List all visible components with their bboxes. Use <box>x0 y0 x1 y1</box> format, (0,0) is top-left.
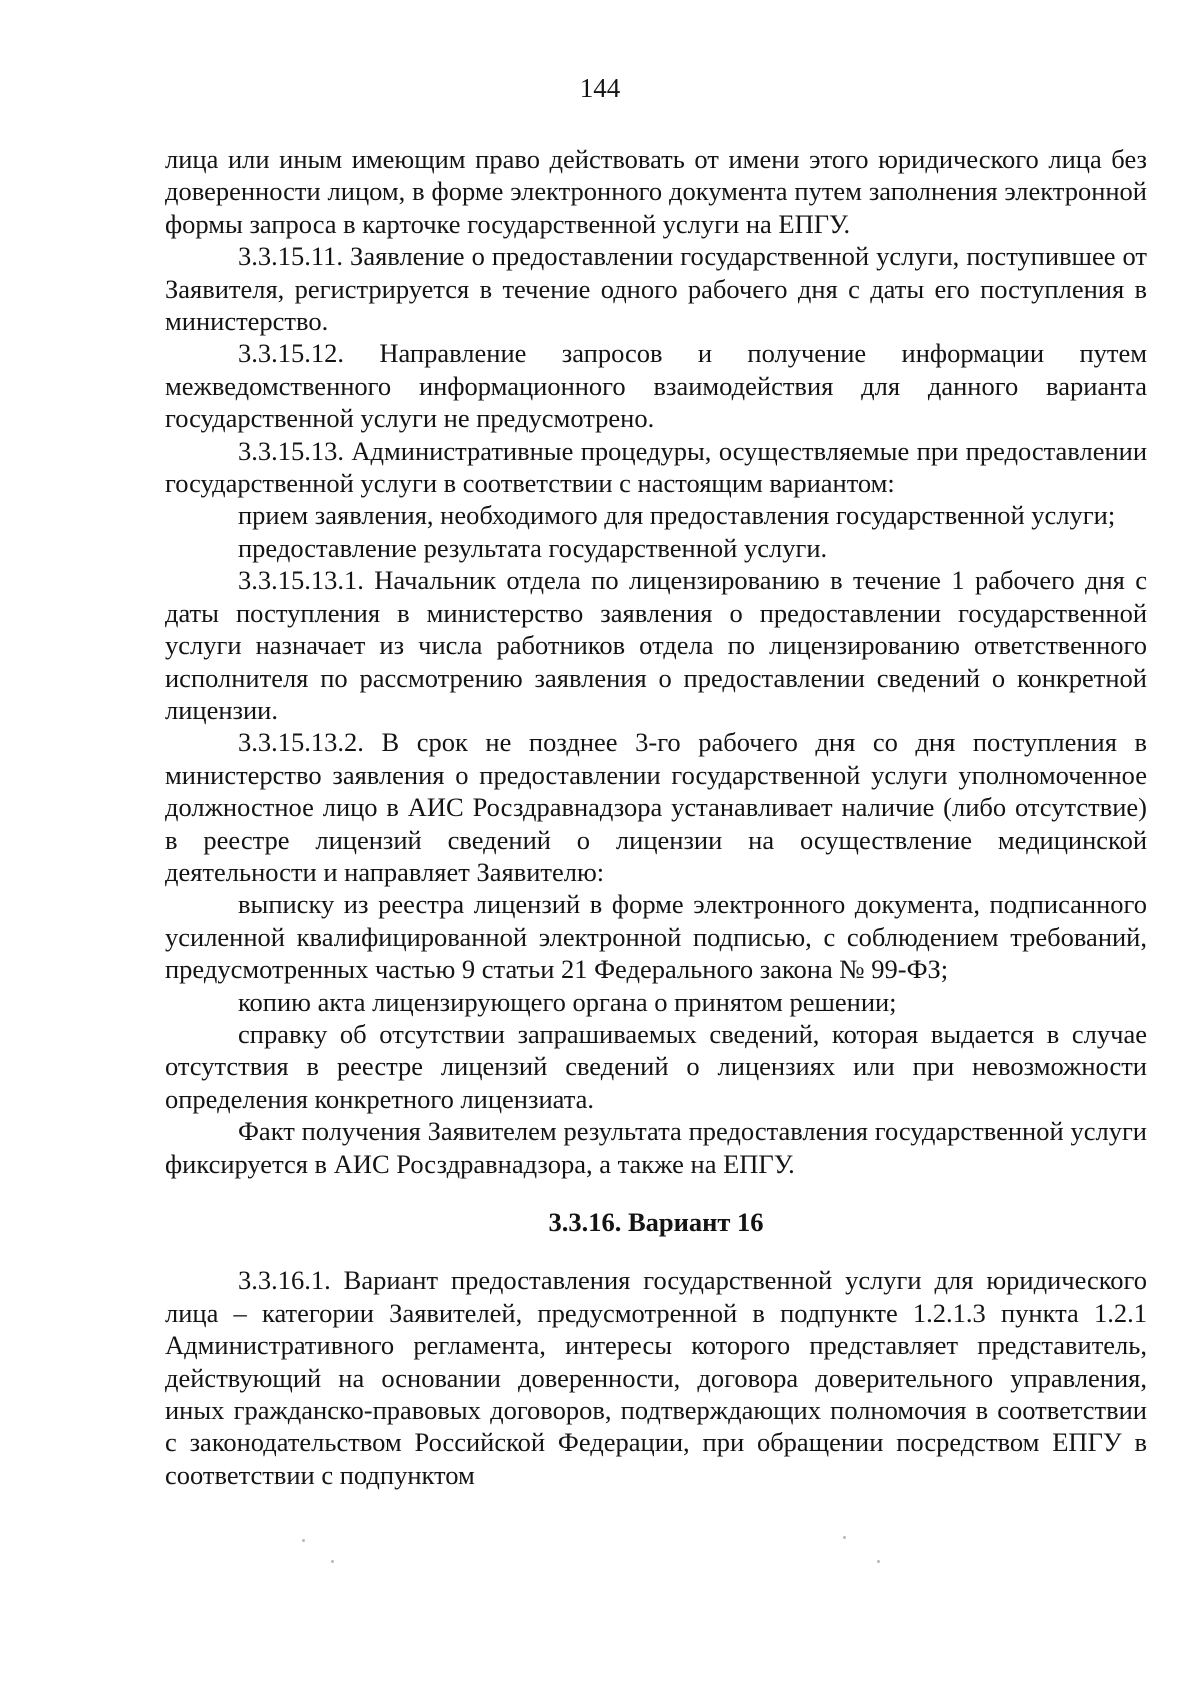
document-body <box>165 143 1147 1491</box>
paragraph: 3.3.15.11. Заявление о предоставлении государственной услуги, поступившее от Заявителя, регистрируется в течение одного рабочего дня с даты его поступления в министерство. <box>165 241 1147 337</box>
paragraphs-before-section <box>165 143 1147 1180</box>
section-heading: 3.3.16. Вариант 16 <box>548 1207 764 1237</box>
scan-artifact <box>843 1536 846 1539</box>
paragraph: 3.3.16.1. Вариант предоставления государственной услуги для юридического лица – категории Заявителей, предусмотренной в подпункте 1.2.1.3 пункта 1.2.1 Административного регламента, интересы которого представляет представитель, действующий на основании доверенности, договора доверительного управления, иных гражданско-правовых договоров, подтверждающих полномочия в соответствии с законодательством Российской Федерации, при обращении посредством ЕПГУ в соответствии с подпунктом <box>165 1265 1147 1490</box>
paragraph: 3.3.15.12. Направление запросов и получение информации путем межведомственного информационного взаимодействия для данного варианта государственной услуги не предусмотрено. <box>165 338 1147 434</box>
scan-artifact <box>877 1560 880 1563</box>
paragraph: лица или иным имеющим право действовать от имени этого юридического лица без доверенности лицом, в форме электронного документа путем заполнения электронной формы запроса в карточке государственной услуги на ЕПГУ. <box>165 144 1147 239</box>
paragraph: справку об отсутствии запрашиваемых сведений, которая выдается в случае отсутствия в реестре лицензий сведений о лицензиях или при невозможности определения конкретного лицензиата. <box>165 1018 1147 1114</box>
paragraph: Факт получения Заявителем результата предоставления государственной услуги фиксируется в АИС Росздравнадзора, а также на ЕПГУ. <box>165 1116 1147 1179</box>
page-number: 144 <box>579 73 621 103</box>
paragraph: прием заявления, необходимого для предоставления государственной услуги; <box>238 500 1116 531</box>
paragraph: копию акта лицензирующего органа о принятом решении; <box>238 986 897 1017</box>
paragraph: выписку из реестра лицензий в форме электронного документа, подписанного усиленной квалифицированной электронной подписью, с соблюдением требований, предусмотренных частью 9 статьи 21 Федерального закона № 99-ФЗ; <box>165 889 1147 985</box>
paragraph: 3.3.15.13. Административные процедуры, осуществляемые при предоставлении государственной услуги в соответствии с настоящим вариантом: <box>165 435 1147 499</box>
scan-artifact <box>302 1539 305 1542</box>
paragraph: 3.3.15.13.2. В срок не позднее 3-го рабочего дня со дня поступления в министерство заявления о предоставлении государственной услуги уполномоченное должностное лицо в АИС Росздравнадзора устанавливает наличие (либо отсутствие) в реестре лицензий сведений о лицензии на осуществление медицинской деятельности и направляет Заявителю: <box>165 727 1147 887</box>
paragraphs-after-section <box>165 1264 1147 1491</box>
paragraph: предоставление результата государственной услуги. <box>238 532 828 563</box>
scan-artifact <box>331 1560 334 1563</box>
paragraph: 3.3.15.13.1. Начальник отдела по лицензированию в течение 1 рабочего дня с даты поступления в министерство заявления о предоставлении государственной услуги назначает из числа работников отдела по лицензированию ответственного исполнителя по рассмотрению заявления о предоставлении сведений о конкретной лицензии. <box>165 565 1147 725</box>
